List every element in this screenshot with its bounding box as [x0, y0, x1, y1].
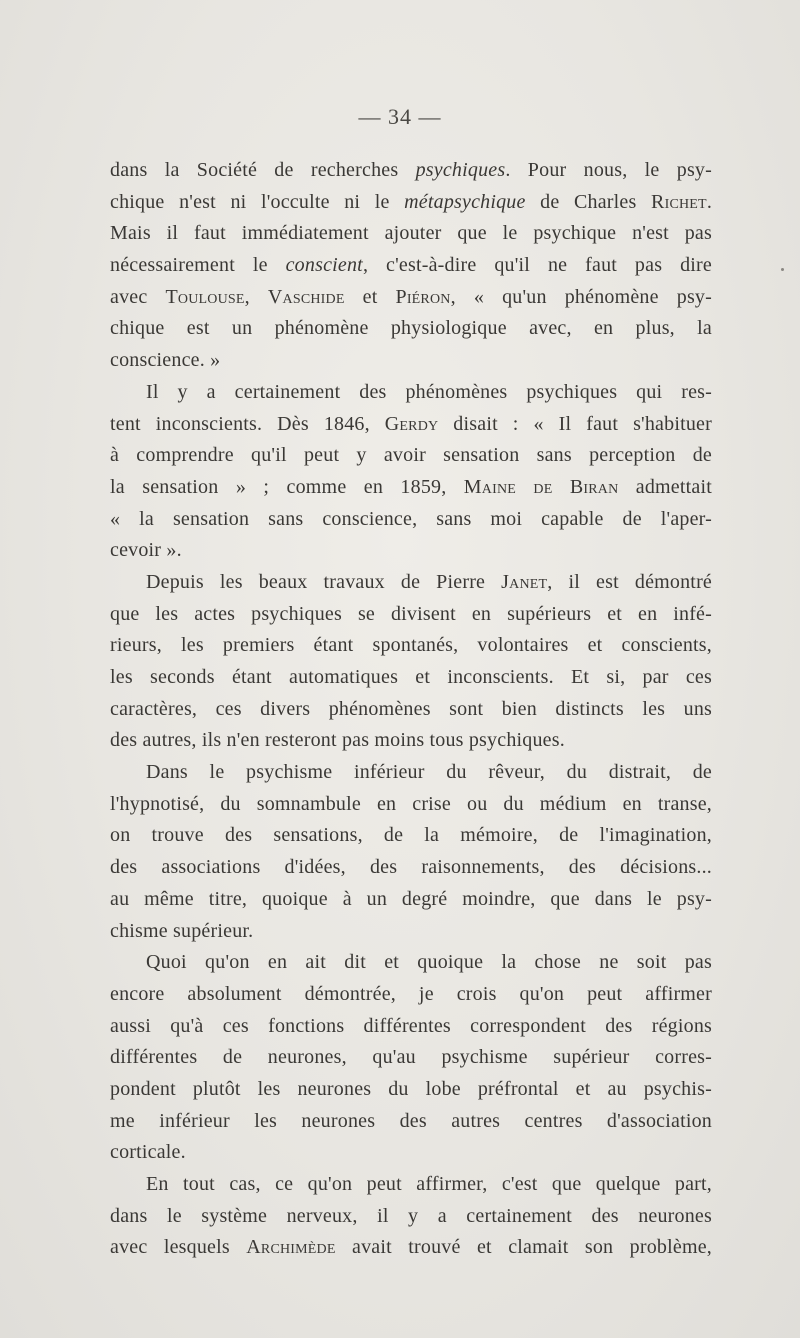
italic-term: conscient	[285, 254, 363, 277]
text-line	[110, 504, 712, 536]
author-name: Richet	[651, 190, 707, 213]
text-line	[110, 1232, 712, 1264]
text-run: nécessairement le	[110, 254, 286, 277]
text-line	[110, 1201, 712, 1233]
text-line	[110, 947, 712, 979]
text-run: pondent plutôt les neurones du lobe préfrontal et au psychis-	[110, 1077, 712, 1100]
text-run: à comprendre qu'il peut y avoir sensation sans perception de	[110, 444, 712, 467]
text-run: l'hypnotisé, du somnambule en crise ou du médium en transe,	[110, 792, 712, 815]
text-run: on trouve des sensations, de la mémoire, de l'imagination,	[110, 824, 712, 847]
text-line	[110, 1042, 712, 1074]
author-name: Janet	[501, 570, 548, 593]
text-line	[110, 409, 712, 441]
text-run: Il y a certainement des phénomènes psychiques qui res-	[146, 380, 712, 403]
text-run: rieurs, les premiers étant spontanés, volontaires et conscients,	[110, 634, 712, 657]
text-run: et	[344, 285, 396, 308]
author-name: Gerdy	[384, 412, 439, 435]
text-line	[110, 1074, 712, 1106]
text-line	[110, 155, 712, 187]
text-run: que les actes psychiques se divisent en supérieurs et en infé-	[110, 602, 712, 625]
text-line	[110, 282, 712, 314]
text-run: les seconds étant automatiques et inconscients. Et si, par ces	[110, 666, 712, 688]
text-run: aussi qu'à ces fonctions différentes correspondent des régions	[110, 1014, 712, 1037]
text-run: disait : « Il faut s'habituer	[438, 412, 712, 435]
text-line	[110, 472, 712, 504]
text-run: chisme supérieur.	[110, 919, 254, 942]
text-run: au même titre, quoique à un degré moindre, que dans le psy-	[110, 887, 712, 910]
text-line	[110, 1011, 712, 1043]
text-run: admettait	[618, 475, 712, 498]
text-line	[110, 599, 712, 631]
text-run: cevoir ».	[110, 539, 182, 562]
text-line	[110, 916, 712, 948]
text-line	[110, 725, 712, 757]
text-run: des associations d'idées, des raisonnements, des décisions...	[110, 856, 712, 879]
text-line	[110, 630, 712, 662]
text-run: tent inconscients. Dès 1846,	[110, 412, 385, 435]
author-name: Vaschide	[267, 285, 345, 308]
page-number: — 34 —	[358, 104, 442, 129]
text-line	[110, 1169, 712, 1201]
text-line	[110, 313, 712, 345]
text-run: des autres, ils n'en resteront pas moins tous psychiques.	[110, 729, 565, 752]
text-run: caractères, ces divers phénomènes sont bien distincts les uns	[110, 697, 712, 720]
paper-speck	[781, 268, 784, 271]
text-run: encore absolument démontrée, je crois qu'on peut affirmer	[110, 982, 712, 1005]
text-run: conscience. »	[110, 349, 221, 372]
text-line	[110, 979, 712, 1011]
text-run: , c'est-à-dire qu'il ne faut pas dire	[362, 254, 712, 277]
text-run: .	[706, 190, 713, 213]
text-line	[110, 250, 712, 282]
author-name: Piéron	[395, 285, 451, 308]
text-run: avec lesquels	[110, 1236, 247, 1259]
author-name: Toulouse	[165, 285, 245, 308]
text-line	[110, 757, 712, 789]
text-line	[110, 440, 712, 472]
text-line	[110, 345, 712, 377]
text-line	[110, 1137, 712, 1169]
text-run: différentes de neurones, qu'au psychisme supérieur corres-	[110, 1046, 712, 1069]
text-line	[110, 852, 712, 884]
text-run: Quoi qu'on en ait dit et quoique la chose ne soit pas	[146, 951, 712, 974]
italic-term: métapsychique	[404, 190, 526, 213]
text-run: dans le système nerveux, il y a certainement des neurones	[110, 1204, 712, 1227]
text-line	[110, 187, 712, 219]
italic-term: psychiques	[415, 159, 506, 181]
text-run: Mais il faut immédiatement ajouter que le psychique n'est pas	[110, 222, 712, 245]
text-run: avec	[110, 285, 166, 308]
text-line	[110, 218, 712, 250]
author-name: Maine de Biran	[463, 475, 619, 498]
text-run: . Pour nous, le psy-	[505, 159, 712, 181]
text-run: , « qu'un phénomène psy-	[450, 285, 712, 308]
body-text	[110, 155, 712, 1264]
text-line	[110, 884, 712, 916]
text-run: corticale.	[110, 1141, 186, 1164]
text-line	[110, 820, 712, 852]
text-run: dans la Société de recherches	[110, 159, 416, 181]
text-run: ,	[244, 285, 268, 308]
text-line	[110, 662, 712, 694]
text-run: Depuis les beaux travaux de Pierre	[146, 570, 502, 593]
text-line	[110, 789, 712, 821]
text-run: Dans le psychisme inférieur du rêveur, du distrait, de	[146, 761, 712, 784]
text-run: de Charles	[525, 190, 652, 213]
text-run: la sensation » ; comme en 1859,	[110, 475, 464, 498]
text-run: avait trouvé et clamait son problème,	[335, 1236, 712, 1259]
text-run: , il est démontré	[547, 570, 713, 593]
text-line	[110, 377, 712, 409]
text-line	[110, 1106, 712, 1138]
text-line	[110, 694, 712, 726]
text-run: me inférieur les neurones des autres centres d'association	[110, 1109, 712, 1132]
text-run: chique n'est ni l'occulte ni le	[110, 190, 405, 213]
author-name: Archimède	[246, 1236, 336, 1259]
text-run: En tout cas, ce qu'on peut affirmer, c'est que quelque part,	[146, 1173, 712, 1195]
text-run: chique est un phénomène physiologique avec, en plus, la	[110, 317, 712, 340]
text-run: « la sensation sans conscience, sans moi capable de l'aper-	[110, 507, 712, 530]
text-line	[110, 567, 712, 599]
text-line	[110, 535, 712, 567]
